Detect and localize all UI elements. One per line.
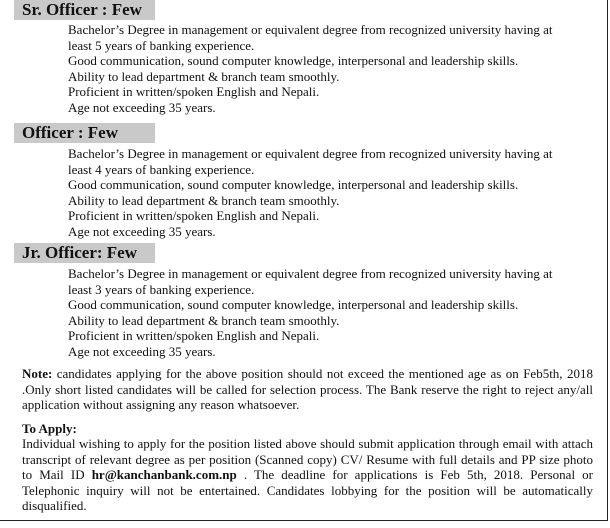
requirement-line: Ability to lead department & branch team smoothly.	[68, 68, 340, 84]
requirement-line: least 5 years of banking experience.	[68, 37, 255, 53]
requirements-sr-officer	[68, 22, 588, 115]
apply-text-after: . The deadline for applications is Feb 5th, 2018. Personal or Telephonic inquiry will not be entertained. Candidates lobbying for the position will be automatically disqualified.	[22, 467, 593, 513]
apply-paragraph	[22, 436, 593, 514]
requirement-line: Good communication, sound computer knowledge, interpersonal and leadership skills.	[68, 297, 519, 312]
requirement-line: least 4 years of banking experience.	[68, 161, 255, 177]
requirement-line: Bachelor’s Degree in management or equivalent degree from recognized university having at	[68, 146, 553, 161]
note-text: candidates applying for the above position should not exceed the mentioned age as on Feb5th, 2018 .Only short listed candidates will be called for selection process. The Bank reserve the right to reject any/all application without assigning any reason whatsoever.	[22, 366, 593, 412]
section-title-jr-officer: Jr. Officer: Few	[14, 243, 155, 263]
requirements-jr-officer	[68, 266, 588, 359]
requirement-line: Good communication, sound computer knowledge, interpersonal and leadership skills.	[68, 53, 519, 68]
requirement-line: Proficient in written/spoken English and Nepali.	[68, 84, 320, 99]
requirement-line: Bachelor’s Degree in management or equivalent degree from recognized university having at	[68, 266, 553, 281]
requirement-line: Age not exceeding 35 years.	[68, 223, 216, 239]
requirement-line: least 3 years of banking experience.	[68, 281, 255, 297]
requirement-line: Ability to lead department & branch team smoothly.	[68, 192, 340, 208]
apply-heading	[22, 421, 593, 437]
requirement-line: Proficient in written/spoken English and Nepali.	[68, 328, 320, 343]
apply-heading-text: To Apply:	[22, 421, 77, 436]
section-title-sr-officer: Sr. Officer : Few	[14, 0, 155, 20]
note-label: Note:	[22, 366, 53, 381]
requirement-line: Good communication, sound computer knowledge, interpersonal and leadership skills.	[68, 177, 519, 192]
section-title-officer: Officer : Few	[14, 123, 155, 143]
requirement-line: Proficient in written/spoken English and Nepali.	[68, 208, 320, 223]
note-paragraph	[22, 366, 593, 413]
requirement-line: Bachelor’s Degree in management or equivalent degree from recognized university having at	[68, 22, 553, 37]
requirement-line: Age not exceeding 35 years.	[68, 99, 216, 115]
requirement-line: Ability to lead department & branch team smoothly.	[68, 312, 340, 328]
requirements-officer	[68, 146, 588, 239]
apply-email[interactable]: hr@kanchanbank.com.np	[91, 467, 237, 482]
apply-text-before: Individual wishing to apply for the position listed above should submit application through email with attach transcript of relevant degree as per position (Scanned copy) CV/ Resume with full details and PP size photo to Mail ID	[22, 436, 593, 482]
requirement-line: Age not exceeding 35 years.	[68, 343, 216, 359]
